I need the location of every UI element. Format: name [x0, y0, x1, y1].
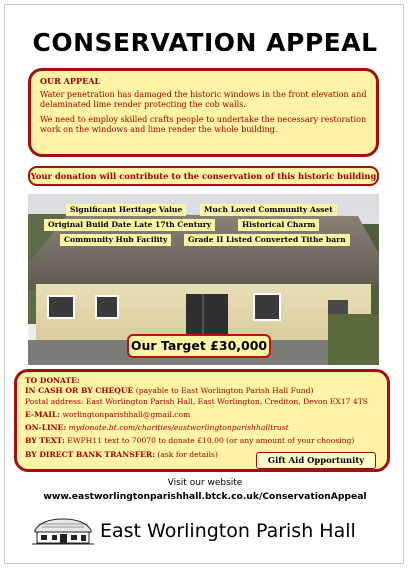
photo-tag: Original Build Date Late 17th Century — [44, 219, 215, 231]
photo-tag: Historical Charm — [238, 219, 319, 231]
cheque-text: (payable to East Worlington Parish Hall Fund) — [135, 386, 314, 396]
text-label: BY TEXT: — [25, 436, 65, 446]
donation-banner: Your donation will contribute to the conservation of this historic building — [28, 166, 379, 186]
page-title: CONSERVATION APPEAL — [32, 28, 378, 57]
appeal-paragraph: We need to employ skilled crafts people to undertake the necessary restoration work on the windows and lime render the whole building. — [40, 113, 367, 135]
text-info: EWPH11 text to 70070 to donate £10.00 (or any amount of your choosing) — [67, 436, 355, 446]
online-row — [25, 423, 379, 433]
email-label: E-MAIL: — [25, 409, 61, 419]
website-intro: Visit our website — [167, 478, 243, 488]
bank-info: (ask for details) — [157, 449, 218, 459]
photo-tag: Much Loved Community Asset — [200, 204, 337, 216]
appeal-box — [28, 68, 379, 157]
hall-name: East Worlington Parish Hall — [100, 520, 356, 542]
cheque-row — [25, 386, 379, 396]
postal-address: Postal address: East Worlington Parish Hall, East Worlington, Crediton, Devon EX17 4TS — [25, 396, 368, 406]
email-row — [25, 410, 379, 420]
online-link[interactable]: mydonate.bt.com/charities/eastworlingtonparishhalltrust — [68, 423, 289, 433]
footer — [32, 514, 356, 548]
cheque-label: IN CASH OR BY CHEQUE — [25, 386, 134, 396]
photo-tag: Community Hub Facility — [60, 234, 171, 246]
online-label: ON-LINE: — [25, 423, 67, 433]
bank-label: BY DIRECT BANK TRANSFER: — [25, 449, 155, 459]
appeal-paragraph: Water penetration has damaged the historic windows in the front elevation and delaminated lime render protecting the cob walls. — [40, 88, 367, 110]
photo-tag: Grade II Listed Converted Tithe barn — [184, 234, 350, 246]
photo-tag: Significant Heritage Value — [66, 204, 186, 216]
donate-heading: TO DONATE: — [25, 376, 80, 385]
appeal-heading: OUR APPEAL — [40, 76, 101, 86]
website-url[interactable]: www.eastworlingtonparishhall.btck.co.uk/ConservationAppeal — [43, 491, 367, 502]
text-row — [25, 436, 379, 446]
gift-aid-badge: Gift Aid Opportunity — [256, 452, 376, 469]
target-badge: Our Target £30,000 — [127, 334, 271, 358]
hall-logo-icon — [32, 516, 94, 546]
email-link[interactable]: worlingtonparishhall@gmail.com — [62, 409, 191, 419]
